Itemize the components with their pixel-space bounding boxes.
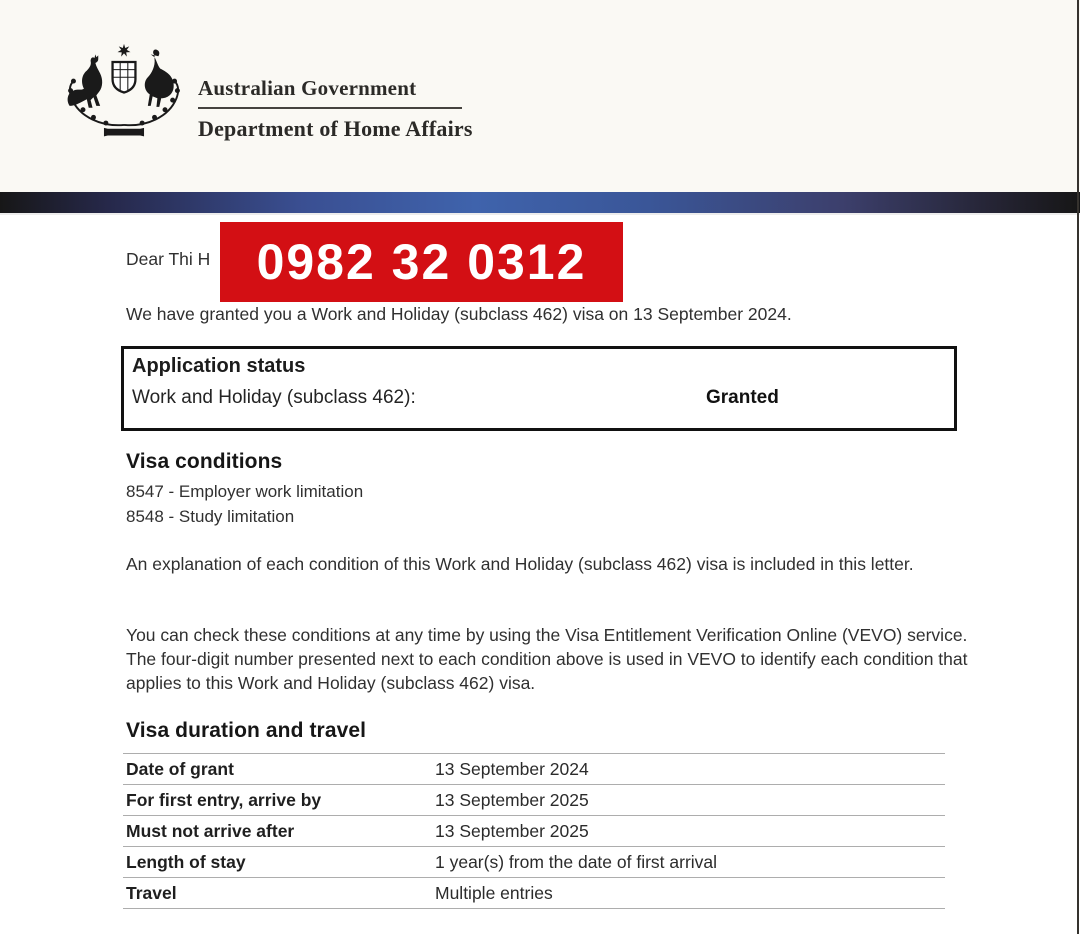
visa-duration-title: Visa duration and travel bbox=[126, 719, 367, 742]
department-title: Department of Home Affairs bbox=[198, 116, 473, 141]
row-label: Date of grant bbox=[123, 754, 435, 785]
application-status-title: Application status bbox=[132, 355, 306, 377]
letterhead bbox=[0, 0, 1080, 192]
row-value: Multiple entries bbox=[435, 878, 945, 909]
row-label: Must not arrive after bbox=[123, 816, 435, 847]
vevo-paragraph: You can check these conditions at any time by using the Visa Entitlement Verification Online (VEVO) service. The four-digit number presented next to each condition above is used in VEVO to identify each condition that applies to this Work and Holiday (subclass 462) visa. bbox=[126, 625, 968, 693]
banner-bar bbox=[0, 192, 1080, 215]
table-row bbox=[123, 847, 945, 878]
row-label: Length of stay bbox=[123, 847, 435, 878]
row-label: Travel bbox=[123, 878, 435, 909]
visa-type-label: Work and Holiday (subclass 462): bbox=[132, 387, 416, 408]
condition-item-8548: 8548 - Study limitation bbox=[126, 507, 295, 526]
grant-statement: We have granted you a Work and Holiday (subclass 462) visa on 13 September 2024. bbox=[126, 304, 792, 324]
salutation: Dear Thi H bbox=[126, 249, 211, 269]
header-divider bbox=[198, 107, 462, 109]
application-status-row bbox=[132, 387, 954, 409]
condition-item-8547: 8547 - Employer work limitation bbox=[126, 482, 364, 501]
table-row bbox=[123, 878, 945, 909]
phone-number: 0982 32 0312 bbox=[256, 234, 587, 290]
explanation-paragraph: An explanation of each condition of this Work and Holiday (subclass 462) visa is included in this letter. bbox=[126, 554, 914, 574]
table-row bbox=[123, 754, 945, 785]
row-value: 13 September 2024 bbox=[435, 754, 945, 785]
page-right-edge bbox=[1077, 0, 1079, 934]
duration-table bbox=[123, 753, 945, 909]
australian-coat-of-arms-icon bbox=[62, 40, 186, 146]
table-row bbox=[123, 816, 945, 847]
agency-titles bbox=[198, 76, 473, 142]
row-value: 1 year(s) from the date of first arrival bbox=[435, 847, 945, 878]
row-value: 13 September 2025 bbox=[435, 785, 945, 816]
table-row bbox=[123, 785, 945, 816]
government-title: Australian Government bbox=[198, 76, 417, 100]
status-granted: Granted bbox=[706, 387, 779, 408]
row-label: For first entry, arrive by bbox=[123, 785, 435, 816]
visa-conditions-title: Visa conditions bbox=[126, 450, 283, 473]
application-status-box bbox=[121, 346, 957, 431]
phone-number-overlay bbox=[220, 222, 623, 302]
row-value: 13 September 2025 bbox=[435, 816, 945, 847]
